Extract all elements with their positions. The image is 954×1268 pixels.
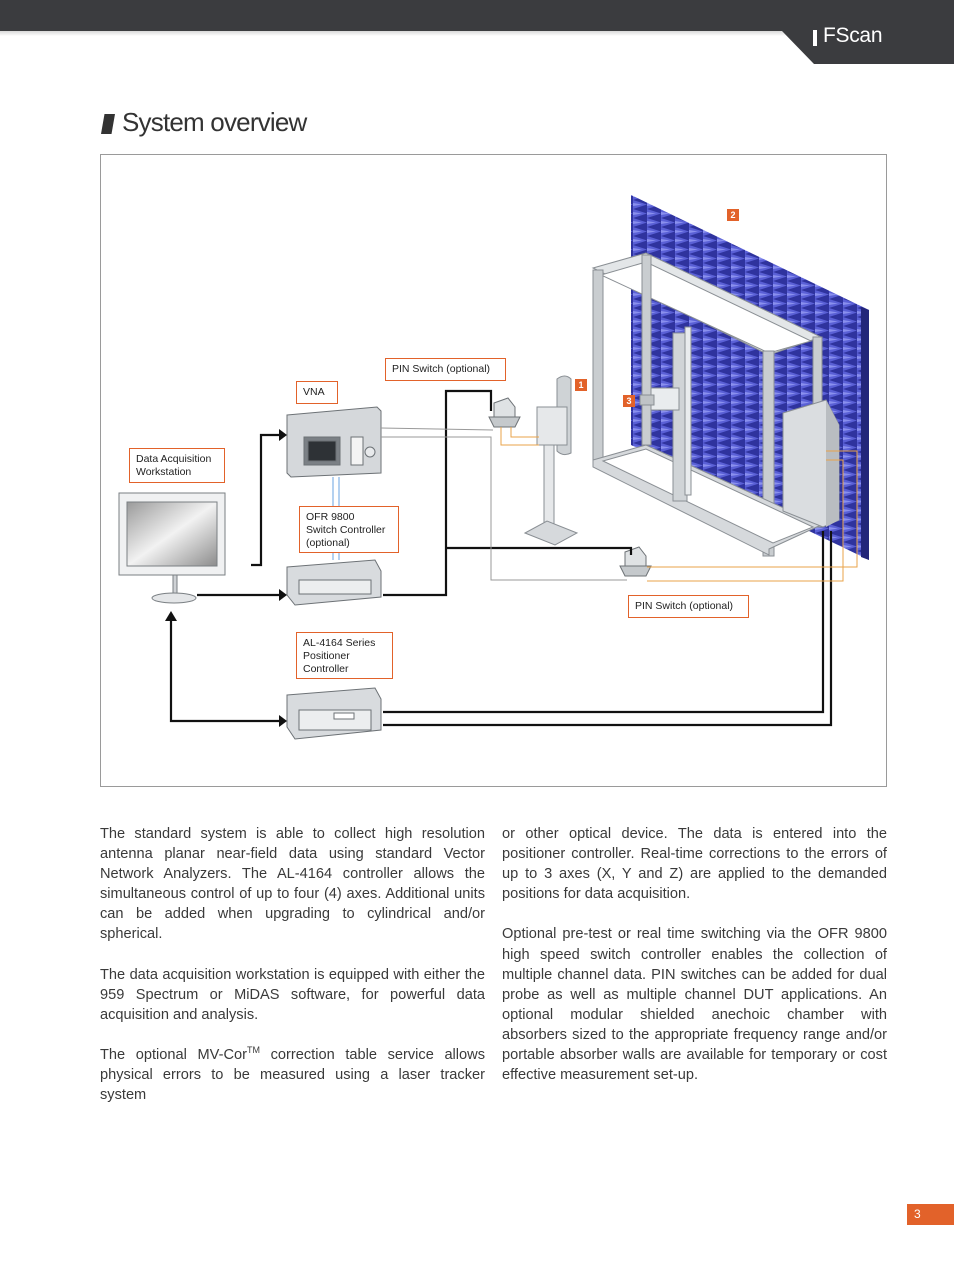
ofr-9800-device xyxy=(287,560,381,605)
badge-3: 3 xyxy=(623,395,635,407)
paragraph xyxy=(100,1045,485,1105)
paragraph-continuation: correction table service allows physical errors to be measured using a laser tracker system xyxy=(100,1047,485,1104)
paragraph: or other optical device. The data is entered into the positioner controller. Real-time corrections to the errors of up to 3 axes (X, Y and Z) are applied to the demanded positions for data acquisition. xyxy=(502,826,887,903)
badge-1: 1 xyxy=(575,379,587,391)
brand-marker xyxy=(813,30,817,46)
callout-pin-switch-bottom: PIN Switch (optional) xyxy=(628,595,749,618)
probe-stand xyxy=(525,376,577,545)
text-column-left xyxy=(100,824,485,1125)
callout-ofr-9800: OFR 9800 Switch Controller (optional) xyxy=(299,506,399,553)
page-number: 3 xyxy=(907,1204,954,1225)
text-column-right xyxy=(502,824,887,1105)
callout-vna: VNA xyxy=(296,381,338,404)
callout-pin-switch-top: PIN Switch (optional) xyxy=(385,358,506,381)
callout-al-4164: AL-4164 Series Positioner Controller xyxy=(296,632,393,679)
top-bar xyxy=(0,0,954,31)
page-title: System overview xyxy=(122,107,307,137)
trademark: TM xyxy=(246,1045,260,1056)
top-bar-shadow xyxy=(0,31,800,36)
pin-switch-top-device xyxy=(489,398,520,427)
paragraph: The standard system is able to collect high resolution antenna planar near-field data using standard Vector Network Analyzers. The AL-4164 controller allows the simultaneous control of up to four (4) axes. Additional units can be added when upgrading to cylindrical and/or spherical. xyxy=(100,826,485,943)
workstation-monitor xyxy=(119,493,225,603)
paragraph: Optional pre-test or real time switching via the OFR 9800 high speed switch controller enables the collection of multiple channel data. PIN switches can be added for dual probe as well as multiple channel DUT applications. An optional modular shielded anechoic chamber with absorbers sized to the appropriate frequency range and/or portable absorber walls are available for temporary or cost effective measurement set-up. xyxy=(502,926,887,1084)
paragraph: The data acquisition workstation is equipped with either the 959 Spectrum or MiDAS software, for powerful data acquisition and analysis. xyxy=(100,966,485,1023)
brand-name: FScan xyxy=(823,24,883,47)
title-marker xyxy=(101,114,115,134)
vna-device xyxy=(287,407,381,477)
system-diagram xyxy=(100,154,887,787)
al-4164-device xyxy=(287,688,381,739)
callout-workstation: Data Acquisition Workstation xyxy=(129,448,225,483)
badge-2: 2 xyxy=(727,209,739,221)
mv-cor-text: The optional MV-Cor xyxy=(100,1047,247,1064)
pin-switch-bottom-device xyxy=(620,547,651,576)
